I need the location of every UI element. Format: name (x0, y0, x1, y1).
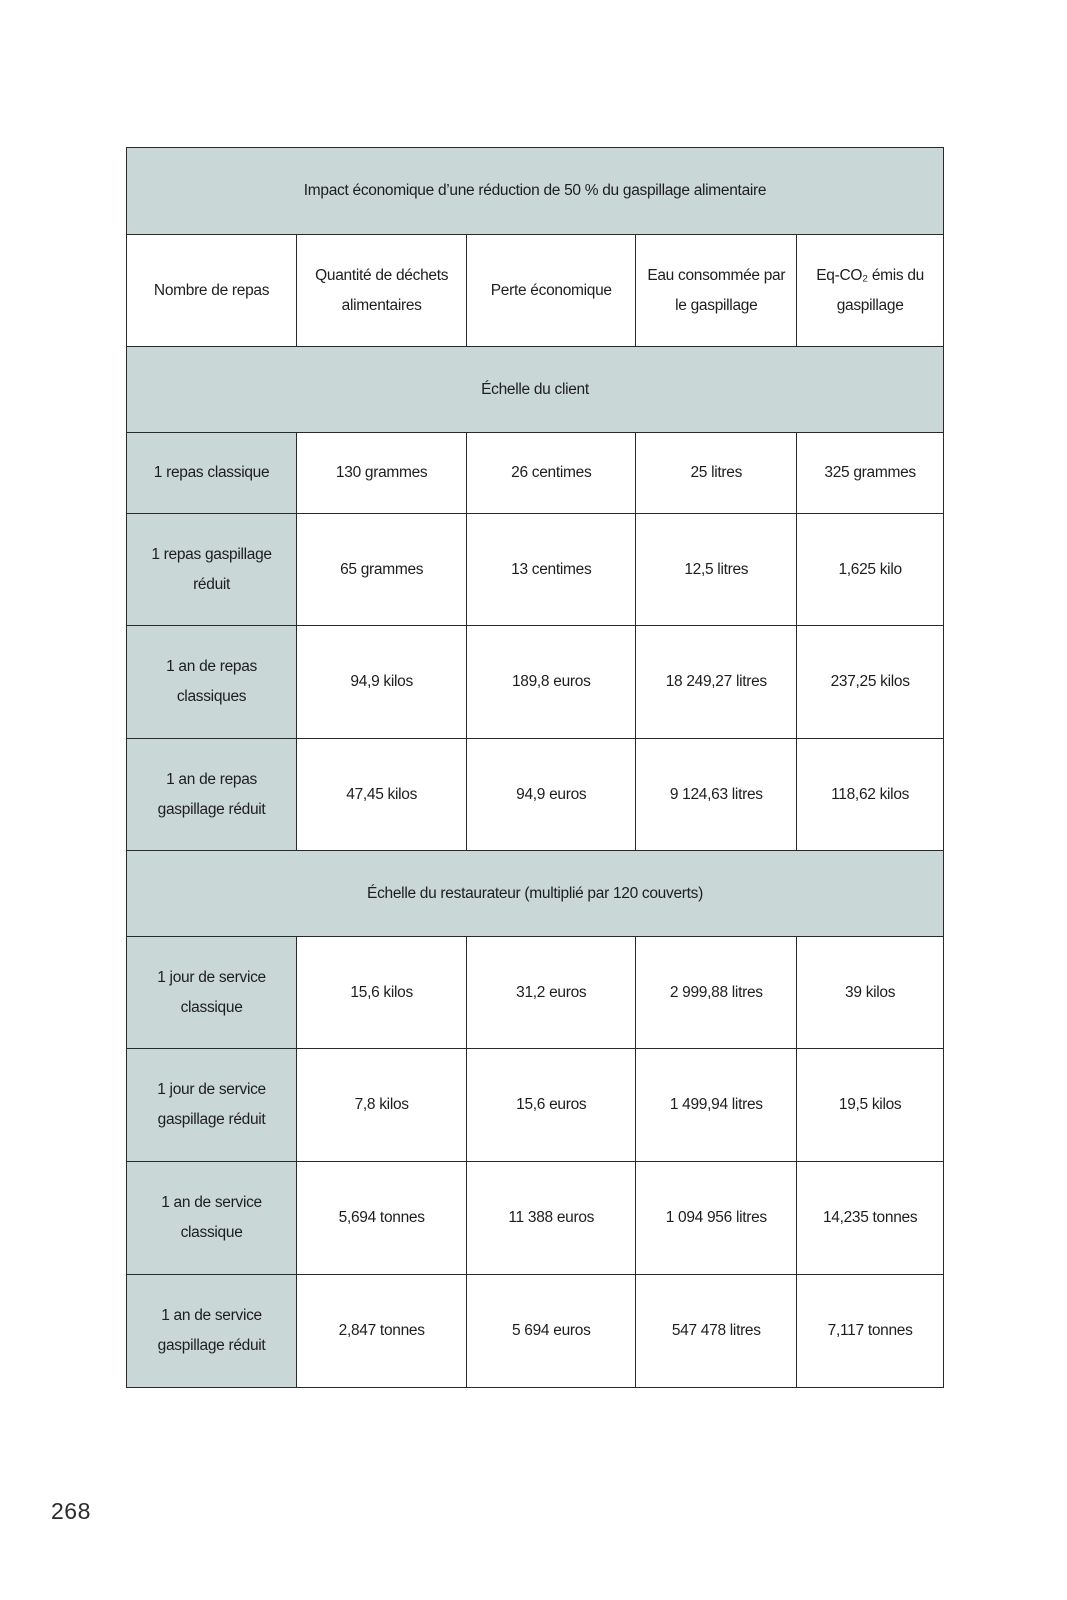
cell-eau: 18 249,27 litres (636, 626, 797, 739)
cell-dechets: 130 grammes (297, 433, 467, 514)
cell-co2: 237,25 kilos (797, 626, 944, 739)
cell-eau: 9 124,63 litres (636, 739, 797, 851)
cell-perte: 15,6 euros (467, 1049, 636, 1162)
cell-perte: 26 centimes (467, 433, 636, 514)
header-eau-consommee: Eau consommée par le gaspillage (636, 235, 797, 347)
cell-dechets: 2,847 tonnes (297, 1275, 467, 1388)
row-label: 1 repas classique (127, 433, 297, 514)
table-row (127, 1275, 944, 1388)
section-row-restaurateur (127, 851, 944, 937)
table-row (127, 433, 944, 514)
cell-perte: 5 694 euros (467, 1275, 636, 1388)
section-title: Échelle du client (127, 347, 944, 433)
row-label: 1 repas gaspillage réduit (127, 514, 297, 626)
header-perte-economique: Perte économique (467, 235, 636, 347)
row-label: 1 an de repas gaspillage réduit (127, 739, 297, 851)
impact-table (126, 147, 944, 1388)
cell-eau: 2 999,88 litres (636, 937, 797, 1049)
table-row (127, 937, 944, 1049)
cell-eau: 25 litres (636, 433, 797, 514)
cell-eau: 1 499,94 litres (636, 1049, 797, 1162)
page-number: 268 (51, 1498, 91, 1524)
cell-co2: 19,5 kilos (797, 1049, 944, 1162)
row-label: 1 an de service classique (127, 1162, 297, 1275)
row-label: 1 jour de service classique (127, 937, 297, 1049)
header-eq-co2: Eq-CO₂ émis du gaspillage (797, 235, 944, 347)
cell-perte: 31,2 euros (467, 937, 636, 1049)
row-label: 1 jour de service gaspillage réduit (127, 1049, 297, 1162)
cell-eau: 12,5 litres (636, 514, 797, 626)
cell-dechets: 65 grammes (297, 514, 467, 626)
table-header-row (127, 235, 944, 347)
table-row (127, 739, 944, 851)
row-label: 1 an de service gaspillage réduit (127, 1275, 297, 1388)
cell-dechets: 5,694 tonnes (297, 1162, 467, 1275)
table-title-row (127, 148, 944, 235)
table-row (127, 626, 944, 739)
section-row-client (127, 347, 944, 433)
cell-perte: 189,8 euros (467, 626, 636, 739)
cell-co2: 14,235 tonnes (797, 1162, 944, 1275)
cell-co2: 39 kilos (797, 937, 944, 1049)
section-title: Échelle du restaurateur (multiplié par 120 couverts) (127, 851, 944, 937)
header-quantite-dechets: Quantité de déchets alimentaires (297, 235, 467, 347)
table-row (127, 514, 944, 626)
cell-co2: 1,625 kilo (797, 514, 944, 626)
cell-dechets: 7,8 kilos (297, 1049, 467, 1162)
cell-dechets: 94,9 kilos (297, 626, 467, 739)
row-label: 1 an de repas classiques (127, 626, 297, 739)
cell-eau: 547 478 litres (636, 1275, 797, 1388)
cell-eau: 1 094 956 litres (636, 1162, 797, 1275)
cell-perte: 13 centimes (467, 514, 636, 626)
cell-co2: 325 grammes (797, 433, 944, 514)
cell-co2: 118,62 kilos (797, 739, 944, 851)
cell-dechets: 15,6 kilos (297, 937, 467, 1049)
cell-perte: 11 388 euros (467, 1162, 636, 1275)
table-row (127, 1049, 944, 1162)
table-title: Impact économique d’une réduction de 50 % du gaspillage alimentaire (127, 148, 944, 235)
header-nombre-de-repas: Nombre de repas (127, 235, 297, 347)
cell-dechets: 47,45 kilos (297, 739, 467, 851)
table-row (127, 1162, 944, 1275)
cell-co2: 7,117 tonnes (797, 1275, 944, 1388)
cell-perte: 94,9 euros (467, 739, 636, 851)
